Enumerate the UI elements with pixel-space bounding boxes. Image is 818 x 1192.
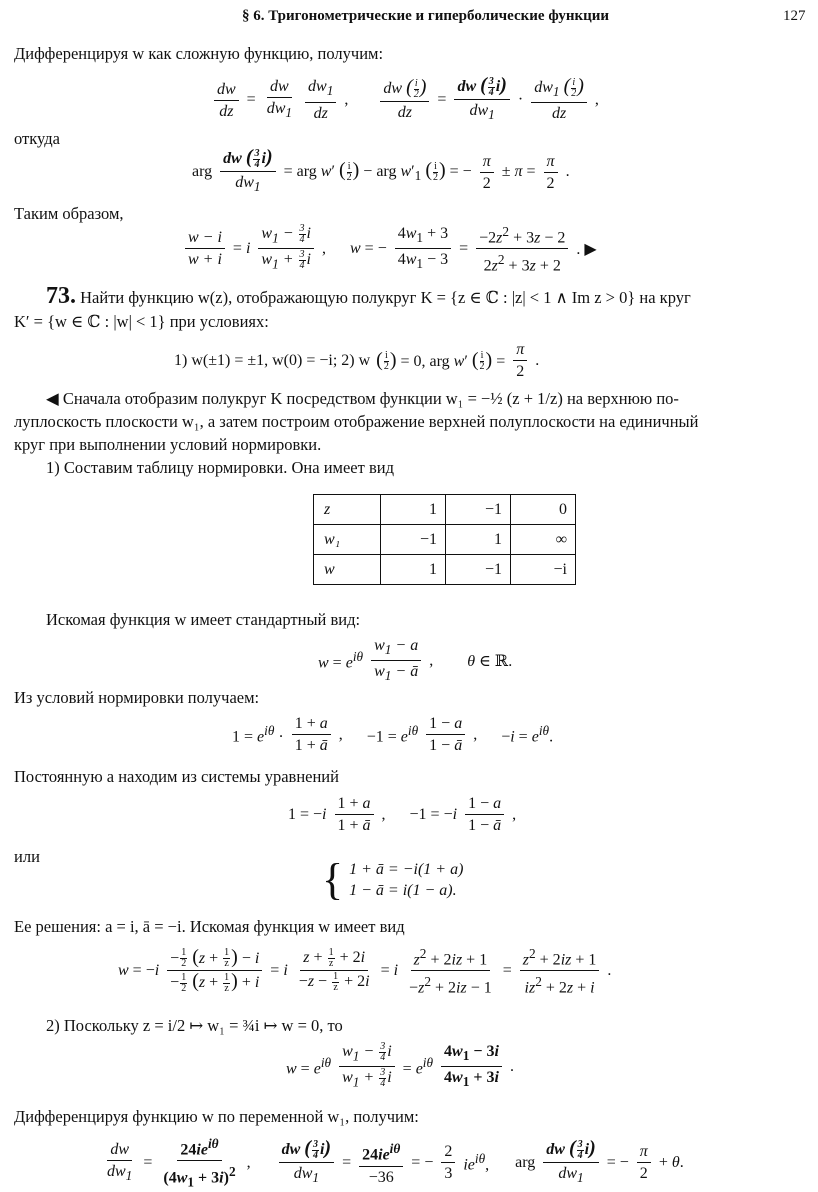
table-cell: −i — [511, 555, 576, 585]
paragraph-thus: Таким образом, — [14, 204, 124, 223]
table-cell: w₁ — [314, 525, 381, 555]
paragraph-solutions: Ее решения: a = i, ā = −i. Искомая функция w имеет вид — [14, 917, 405, 936]
table-cell: −1 — [381, 525, 446, 555]
paragraph-intro: Дифференцируя w как сложную функцию, получим: — [14, 44, 384, 63]
brace-symbol: { — [322, 855, 344, 904]
equation-step2-w: $w = e^{i\theta}$ $w_1$ − $\frac{3}{4}$ i $w_1$ + $\frac{3}{4}$ i = $e^{i\theta}$ $\frac{4w_1 - 3i}{4w_1 + 3i}$ . — [286, 1041, 514, 1090]
paragraph-differentiate: Дифференцируя функцию w по переменной w₁, получим: — [14, 1107, 419, 1126]
table-cell: 1 — [446, 525, 511, 555]
table-cell: 1 — [381, 495, 446, 525]
equation-chain-rule: $\frac{dw}{dz}$ = $\frac{dw}{dw_1}$ $\frac{dw_1}{dz}$ , dw ( $\frac{i}{2}$ ) dz = dw ( $\frac{3}{4}$ i) $dw_1$ · $dw_1$ ( $\frac{i}{2}$ ) dz , — [212, 76, 599, 124]
system-line-1: 1 + ā = −i(1 + a) — [349, 861, 464, 878]
equation-function-w: w = −i − $\frac{1}{2}$ (z + $\frac{1}{z}$ ) − i − $\frac{1}{2}$ (z + $\frac{1}{z}$ ) + i = i z + $\frac{1}{z}$ + 2i −z − $\frac{1}{z}$ + 2i = i $\frac{z^2 + 2iz + 1}{-z^2 + 2iz - 1}$ = $\frac{z^2 + 2iz + 1}{iz^2 + 2z + i}$ . — [118, 945, 612, 997]
table-cell: z — [314, 495, 381, 525]
paragraph-standard-form: Искомая функция w имеет стандартный вид: — [46, 610, 361, 629]
problem-statement-line1: 73. Найти функцию w(z), отображающую полукруг K = {z ∈ ℂ : |z| < 1 ∧ Im z > 0} на круг — [46, 283, 691, 309]
equation-arg: arg dw ( $\frac{3}{4}$ i) $dw_1$ = arg w′ ( $\frac{i}{2}$ ) − arg $w'_1$ ( $\frac{i}{2}$ ) = − $\frac{\pi}{2}$ ± π = $\frac{\pi}{2}$ . — [192, 146, 570, 195]
equation-derivative: $\frac{dw}{dw_1}$ = $\frac{24ie^{i\theta}}{(4w_1 + 3i)^2}$ , dw ( $\frac{3}{4}$ i) $dw_1$ = $\frac{24ie^{i\theta}}{-36}$ = − $\frac{2}{3}$ $ie^{i\theta}$, arg dw ( $\frac{3}{4}$ i) $dw_1$ = − $\frac{\pi}{2}$ + θ. — [107, 1136, 684, 1190]
paragraph-or: или — [14, 847, 40, 866]
table-cell: ∞ — [511, 525, 576, 555]
equation-system-a: 1 = −i $\frac{1 + a}{1 + ā}$ , −1 = −i $\frac{1 - a}{1 - ā}$ , — [288, 795, 517, 834]
table-cell: w — [314, 555, 381, 585]
problem-statement-line2: K′ = {w ∈ ℂ : |w| < 1} при условиях: — [14, 312, 269, 331]
solution-line4: 1) Составим таблицу нормировки. Она имеет вид — [46, 458, 394, 477]
paragraph-constant-a: Постоянную a находим из системы уравнений — [14, 767, 339, 786]
page-number: 127 — [783, 8, 806, 24]
table-cell: 1 — [381, 555, 446, 585]
equation-result-1: $\frac{w - i}{w + i}$ = i $w_1$ − $\frac{3}{4}$ i $w_1$ + $\frac{3}{4}$ i , w = − $\frac{4w_1 + 3}{4w_1 - 3}$ = $\frac{-2z^2 + 3z - 2}{2z^2 + 3z + 2}$ . ▶ — [183, 222, 597, 276]
table-cell: 0 — [511, 495, 576, 525]
equation-system-brace — [322, 855, 464, 904]
table-row — [314, 525, 576, 555]
equation-normalization: $1 = e^{i\theta}$ · $\frac{1 + a}{1 + ā}$ , $-1 = e^{i\theta}$ $\frac{1 - a}{1 - ā}$ , $-i = e^{i\theta}$. — [232, 715, 554, 754]
running-header: § 6. Тригонометрические и гиперболические функции — [242, 8, 610, 24]
paragraph-step2: 2) Поскольку z = i/2 ↦ w₁ = ¾i ↦ w = 0, то — [46, 1016, 343, 1035]
table-row — [314, 555, 576, 585]
equation-standard-form: $w = e^{i\theta}$ $\frac{w_1 - a}{w_1 - ā}$ , θ ∈ ℝ. — [318, 637, 513, 684]
solution-line1: ◀ Сначала отобразим полукруг K посредством функции w₁ = −½ (z + 1/z) на верхнюю по- — [46, 389, 679, 408]
paragraph-from-normalization: Из условий нормировки получаем: — [14, 688, 260, 707]
paragraph-whence: откуда — [14, 129, 60, 148]
problem-number: 73. — [46, 283, 76, 309]
table-cell: −1 — [446, 555, 511, 585]
normalization-table — [313, 494, 576, 585]
solution-line3: круг при выполнении условий нормировки. — [14, 435, 322, 454]
problem-conditions: 1) w(±1) = ±1, w(0) = −i; 2) w ( $\frac{i}{2}$ ) = 0, arg w′ ( $\frac{i}{2}$ ) = $\frac{\pi}{2}$ . — [174, 341, 540, 380]
table-row — [314, 495, 576, 525]
table-cell: −1 — [446, 495, 511, 525]
solution-line2: луплоскость плоскости w₁, а затем построим отображение верхней полуплоскости на единичный — [14, 412, 699, 431]
system-line-2: 1 − ā = i(1 − a). — [349, 882, 457, 899]
